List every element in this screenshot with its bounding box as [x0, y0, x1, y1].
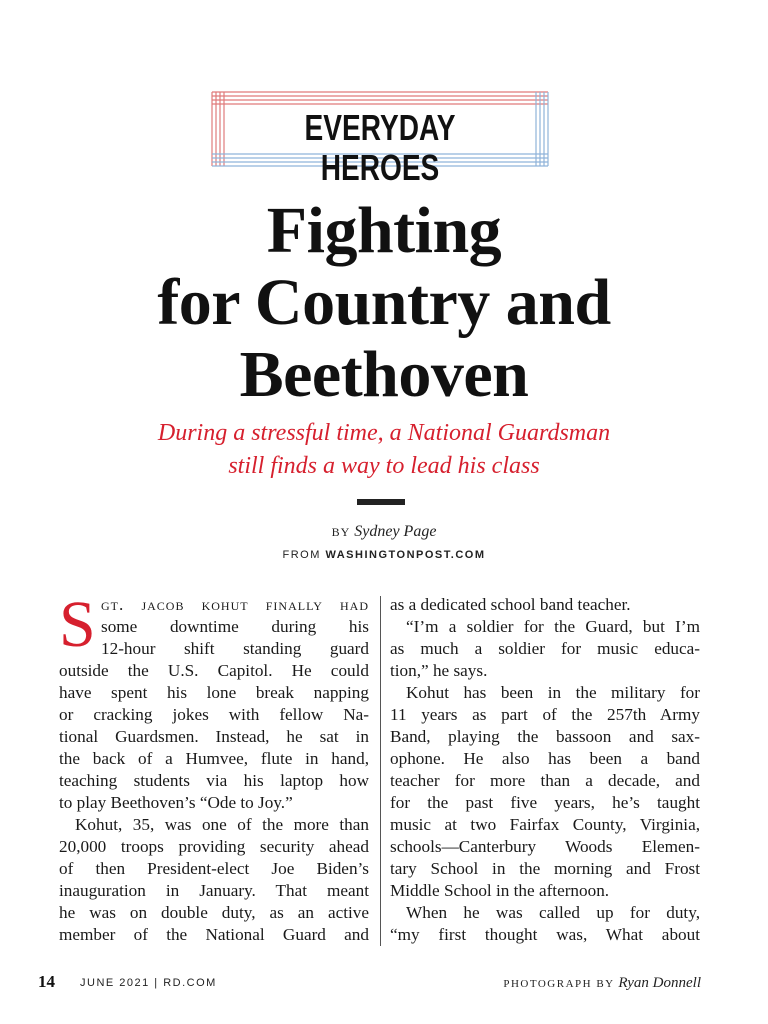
column-divider	[380, 596, 381, 946]
body-line: schools—Canterbury Woods Elemen-	[390, 837, 700, 856]
divider-rule	[357, 499, 405, 505]
body-line: outside the U.S. Capitol. He could	[59, 661, 369, 680]
dek-line: During a stressful time, a National Guardsman	[157, 420, 611, 446]
body-line: tional Guardsmen. Instead, he sat in	[59, 727, 369, 746]
body-line: Kohut has been in the military for	[406, 683, 700, 702]
issue-info: JUNE 2021 | RD.COM	[80, 977, 217, 989]
photo-credit	[503, 975, 701, 992]
body-line: gt. jacob kohut finally had	[101, 595, 369, 614]
article-column-2	[390, 594, 700, 946]
body-line: he was on double duty, as an active	[59, 903, 369, 922]
body-line: the back of a Humvee, flute in hand,	[59, 749, 369, 768]
body-line: Band, playing the bassoon and sax-	[390, 727, 700, 746]
body-line: teaching students via his laptop how	[59, 771, 369, 790]
body-line: Middle School in the afternoon.	[390, 881, 610, 900]
dek-line: still finds a way to lead his class	[228, 453, 540, 479]
byline-prefix: BY	[331, 525, 351, 539]
body-line: member of the National Guard and	[59, 925, 369, 944]
body-line: or cracking jokes with fellow Na-	[59, 705, 369, 724]
body-line: 12-hour shift standing guard	[101, 639, 369, 658]
headline	[40, 195, 728, 411]
credit-name: Ryan Donnell	[618, 975, 701, 991]
body-line: When he was called up for duty,	[406, 903, 700, 922]
body-line: 11 years as part of the 257th Army	[390, 705, 700, 724]
drop-cap: S	[59, 588, 96, 661]
credit-label: PHOTOGRAPH BY	[503, 978, 615, 990]
author-name: Sydney Page	[354, 523, 437, 540]
source-line	[0, 549, 768, 561]
body-line: some downtime during his	[101, 617, 369, 636]
article-column-1	[59, 588, 369, 946]
body-line: of then President-elect Joe Biden’s	[59, 859, 369, 878]
source-outlet: WASHINGTONPOST.COM	[325, 549, 486, 561]
body-line: as much a soldier for music educa-	[390, 639, 700, 658]
subheadline	[60, 417, 708, 483]
source-prefix: FROM	[282, 549, 321, 561]
body-line: as a dedicated school band teacher.	[390, 595, 631, 614]
headline-line: Fighting	[266, 194, 502, 267]
body-line: “my first thought was, What about	[390, 925, 700, 944]
body-line: tion,” he says.	[390, 661, 488, 680]
section-kicker	[210, 90, 550, 188]
headline-line: for Country and	[157, 266, 611, 339]
body-line: music at two Fairfax County, Virginia,	[390, 815, 700, 834]
body-line: for the past five years, he’s taught	[390, 793, 700, 812]
headline-line: Beethoven	[239, 338, 529, 411]
body-line: ophone. He also has been a band	[390, 749, 700, 768]
kicker-label: EVERYDAY HEROES	[304, 107, 456, 188]
page-number: 14	[38, 972, 55, 991]
body-line: inauguration in January. That meant	[59, 881, 369, 900]
body-line: Kohut, 35, was one of the more than	[75, 815, 369, 834]
body-line: to play Beethoven’s “Ode to Joy.”	[59, 793, 293, 812]
body-line: teacher for more than a decade, and	[390, 771, 700, 790]
body-line: have spent his lone break napping	[59, 683, 369, 702]
byline	[0, 523, 768, 541]
body-line: “I’m a soldier for the Guard, but I’m	[406, 617, 700, 636]
body-line: tary School in the morning and Frost	[390, 859, 700, 878]
body-line: 20,000 troops providing security ahead	[59, 837, 369, 856]
